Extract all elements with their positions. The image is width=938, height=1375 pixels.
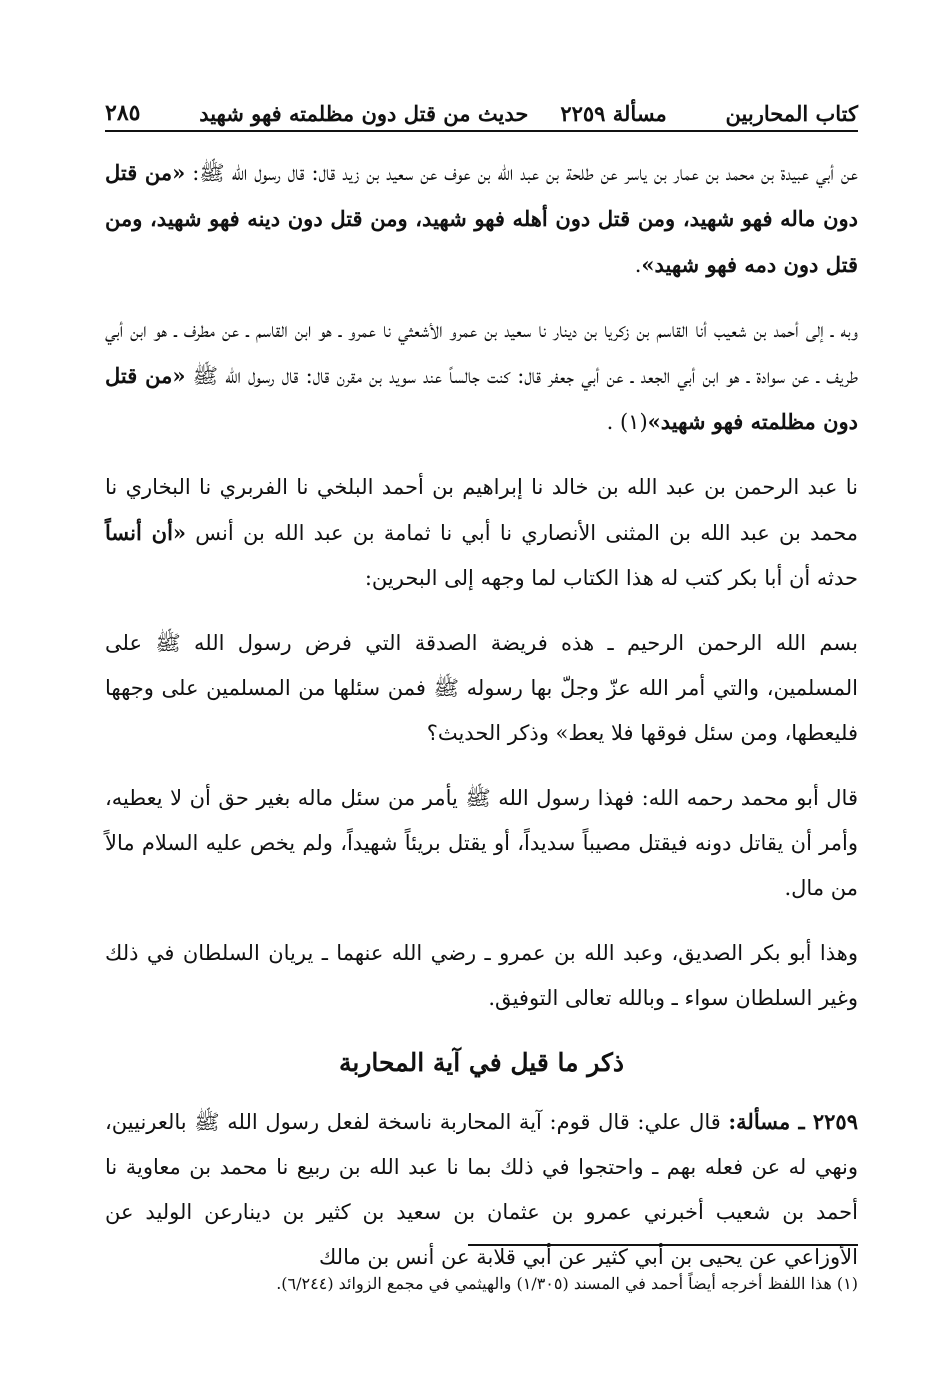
header-book-title: كتاب المحاربين	[725, 101, 858, 126]
paragraph-4	[105, 621, 858, 756]
paragraph-5	[105, 776, 858, 911]
running-header	[105, 82, 858, 132]
paragraph-text: عن أبي عبيدة بن محمد بن عمار بن ياسر عن طلحة بن عبد الله بن عوف عن سعيد بن زيد قال: قال رسول الله ﷺ:	[185, 161, 859, 185]
paragraph-text: قال علي: قال قوم: آية المحاربة ناسخة لفعل رسول الله ﷺ بالعرنيين، ونهي له عن فعله بهم ـ واحتجوا في ذلك بما نا عبد الله بن ربيع نا محمد بن معاوية نا أحمد بن شعيب أخبرني عمرو بن عثمان بن سعيد بن كثير بن دينارعن الوليد عن الأوزاعي عن يحيى بن أبي كثير عن أبي قلابة عن أنس بن مالك	[105, 1110, 858, 1269]
paragraph-tail: .	[634, 253, 642, 277]
paragraph-tail: (١) .	[606, 410, 648, 434]
hadith-quote: «من قتل دون مظلمته فهو شهيد»	[105, 363, 858, 434]
hadith-quote: «أن أنساً	[105, 520, 187, 545]
paragraph-text: بسم الله الرحمن الرحيم ـ هذه فريضة الصدقة التي فرض رسول الله ﷺ على المسلمين، والتي أمر الله عزّ وجلّ بها رسوله ﷺ فمن سئلها من المسلمين على وجهها فليعطها، ومن سئل فوقها فلا يعط» وذكر الحديث؟	[105, 631, 858, 745]
main-text	[105, 150, 858, 1300]
paragraph-text: نا عبد الرحمن بن عبد الله بن خالد نا إبراهيم بن أحمد البلخي نا الفربري نا البخاري نا محمد بن عبد الله بن المثنى الأنصاري نا أبي نا ثمامة بن عبد الله بن أنس	[105, 475, 858, 545]
paragraph-text: قال أبو محمد رحمه الله: فهذا رسول الله ﷺ يأمر من سئل ماله بغير حق أن لا يعطيه، وأمر أن يقاتل دونه فيقتل مصيباً سديداً، أو يقتل بريئاً شهيداً، ولم يخص عليه السلام مالاً من مال.	[105, 786, 858, 900]
paragraph-2	[105, 308, 858, 445]
paragraph-1	[105, 150, 858, 288]
header-hadith: حديث من قتل دون مظلمته فهو شهيد	[199, 101, 529, 126]
footnote-rule	[468, 1244, 858, 1246]
issue-number: ٢٢٥٩ ـ مسألة:	[728, 1109, 858, 1134]
paragraph-6	[105, 931, 858, 1021]
header-issue: مسألة ٢٢٥٩	[560, 101, 667, 126]
issue-paragraph	[105, 1099, 858, 1280]
header-middle	[199, 101, 667, 126]
paragraph-text: وبه ـ إلى أحمد بن شعيب أنا القاسم بن زكريا بن دينار نا سعيد بن عمرو الأشعثي نا عمرو ـ هو ابن القاسم ـ عن مطرف ـ هو ابن أبي طريف ـ عن سوادة ـ هو ابن أبي الجعد ـ عن أبي جعفر قال: كنت جالساً عند سويد بن مقرن قال: قال رسول الله ﷺ	[105, 318, 859, 388]
footnote: (١) هذا اللفظ أخرجه أيضاً أحمد في المسند (١/٣٠٥) والهيثمي في مجمع الزوائد (٦/٢٤٤).	[276, 1274, 858, 1293]
page-number: ٢٨٥	[105, 100, 141, 126]
paragraph-tail: حدثه أن أبا بكر كتب له هذا الكتاب لما وجهه إلى البحرين:	[364, 566, 858, 590]
paragraph-3	[105, 465, 858, 601]
section-title: ذكر ما قيل في آية المحاربة	[338, 1048, 625, 1077]
hadith-quote: «من قتل دون ماله فهو شهيد، ومن قتل دون أهله فهو شهيد، ومن قتل دون دينه فهو شهيد، ومن قتل دون دمه فهو شهيد»	[105, 160, 858, 277]
paragraph-text: وهذا أبو بكر الصديق، وعبد الله بن عمرو ـ رضي الله عنهما ـ يريان السلطان في ذلك وغير السلطان سواء ـ وبالله تعالى التوفيق.	[105, 941, 858, 1010]
